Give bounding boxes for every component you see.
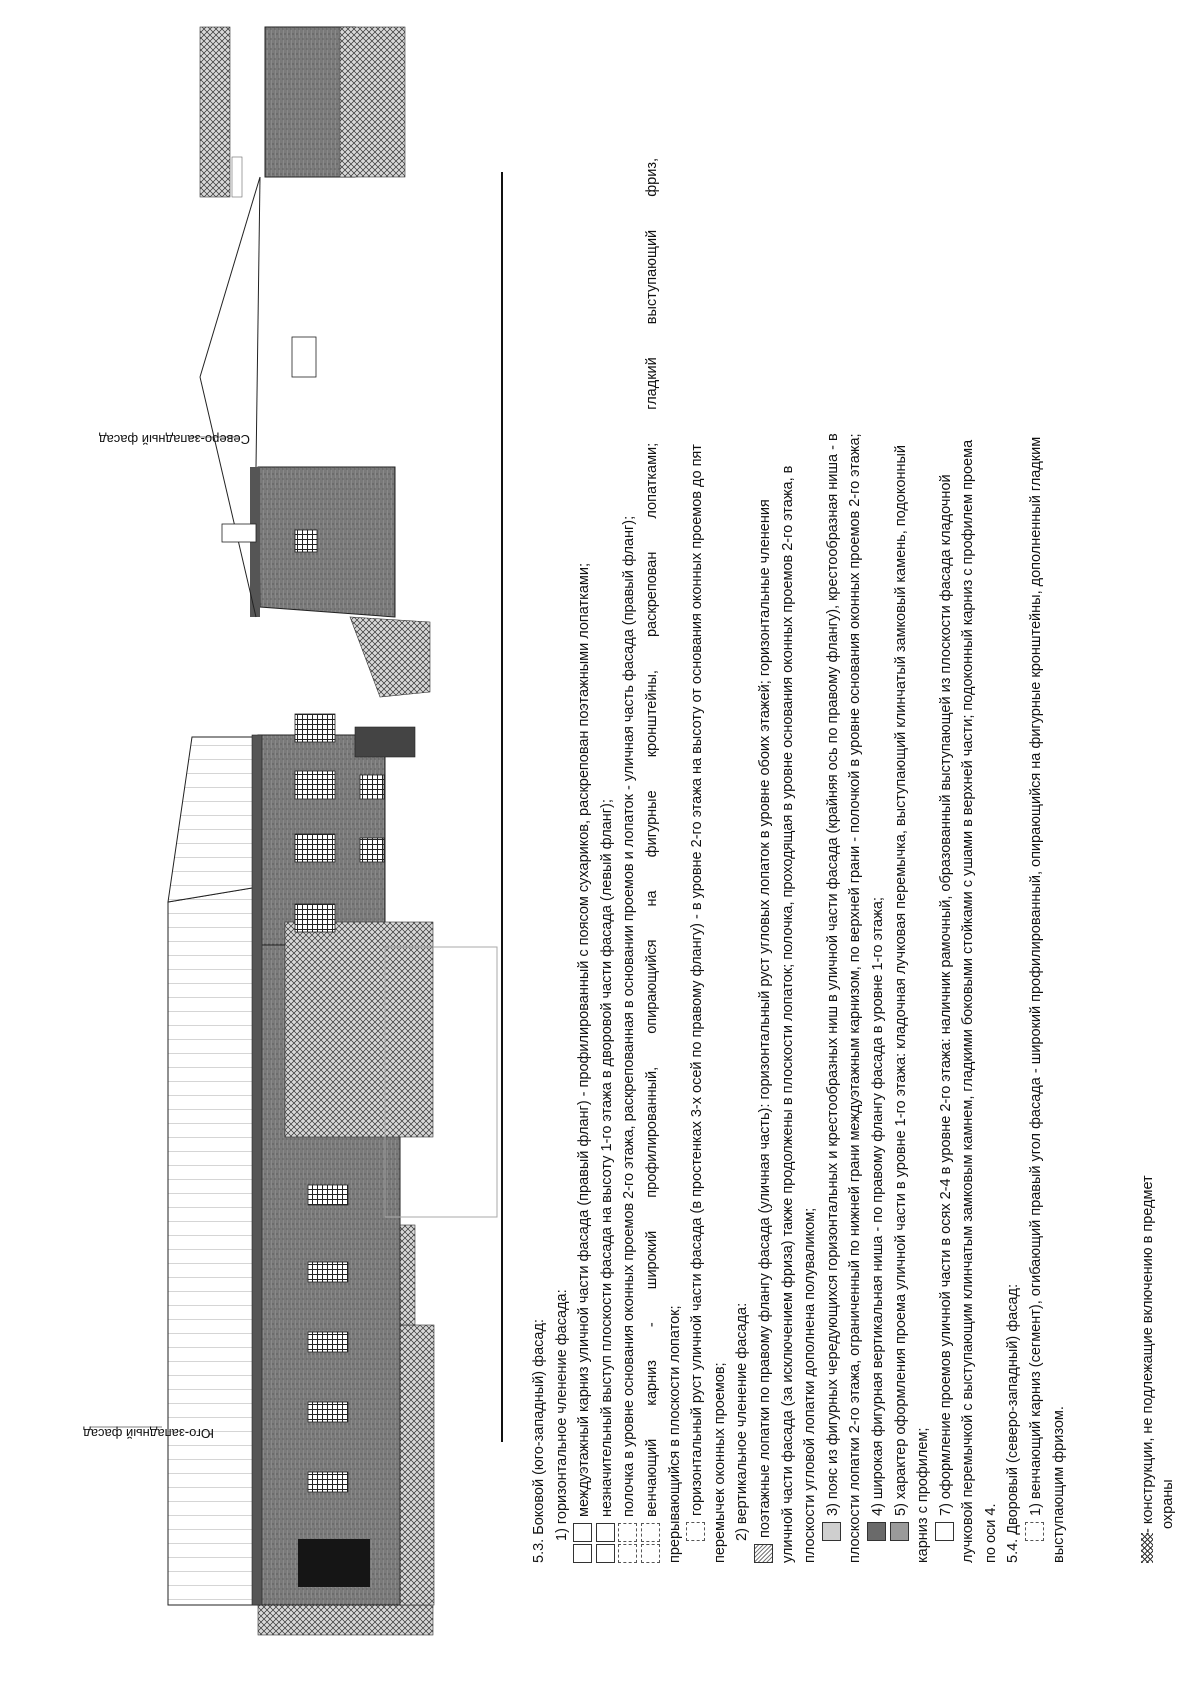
legend-swatch: [822, 1522, 841, 1541]
legend-swatch: [573, 1544, 592, 1563]
text-line: полочка в уровне основания оконных проемов 2-го этажа, раскрепованная в основании проемов и лопаток - уличная часть фасада (правый фланг);: [618, 158, 641, 1563]
crosshatch-legend-icon: [1141, 1533, 1153, 1563]
text-line: 7) оформление проемов уличной части в осях 2-4 в уровне 2-го этажа: наличник рамочный, образованный выступающей из плоскости фасада кладочной: [935, 158, 958, 1563]
legend-swatch: [596, 1544, 615, 1563]
text-line: 3) пояс из фигурных чередующихся горизонтальных и крестообразных ниш в уличной части фасада (крайняя ось по правому флангу), крестообразная ниша - в: [822, 158, 845, 1563]
southwest-facade-label: Юго-западный фасад: [83, 1426, 214, 1441]
legend-swatch: [867, 1522, 886, 1541]
legend-swatch: [641, 1544, 660, 1563]
legend-swatch: [1025, 1522, 1044, 1541]
text-line: уличной части фасада (за исключением фриза) также продолжены в плоскости лопаток; полочка, проходящая в уровне основания оконных проемов 2-го этажа, в: [779, 465, 796, 1563]
text-line: междуэтажный карниз уличной части фасада (правый фланг) - профилированный с поясом сухариков, раскрепован поэтажными лопатками;: [573, 158, 596, 1563]
northwest-facade-label: Северо-западный фасад: [98, 432, 250, 447]
text-line: плоскости лопатки 2-го этажа, ограниченный по нижней грани междуэтажным карнизом, по верхней грани - полочкой в уровне основания оконных проемов 2-го этажа;: [847, 433, 864, 1563]
text-line: 5) характер оформления проема уличной части в уровне 1-го этажа: кладочная лучковая перемычка, выступающий клинчатый замковый камень, подоконный: [890, 158, 913, 1563]
text-line: 1) венчающий карниз (сегмент), огибающий правый угол фасада - широкий профилированный, опирающийся на фигурные кронштейны, дополненный гладким: [1025, 158, 1048, 1563]
facade-drawings: [0, 0, 520, 1697]
text-line: перемычек оконных проемов;: [711, 1362, 728, 1563]
legend-swatch: [686, 1522, 705, 1541]
text-line: горизонтальный руст уличной части фасада (в простенках 3-х осей по правому флангу) - в уровне 2-го этажа на высоту от основания оконных проемов до пят: [686, 158, 709, 1563]
legend-line: охраны: [1160, 1479, 1176, 1529]
text-line: карниз с профилем;: [915, 1427, 932, 1563]
legend-swatch: [596, 1523, 615, 1542]
text-line: 2) вертикальное членение фасада:: [734, 1302, 751, 1541]
legend-swatch: [754, 1544, 773, 1563]
text-line: поэтажные лопатки по правому флангу фасада (уличная часть): горизонтальный руст угловых лопаток в уровне обоих этажей; горизонтальные членения: [754, 158, 777, 1563]
text-line: плоскости угловой лопатки дополнена полуваликом;: [802, 1207, 819, 1563]
southwest-facade-drawing: [90, 714, 497, 1635]
text-line: венчающий карниз - широкий профилированный, опирающийся на фигурные кронштейны, раскрепован лопатками; гладкий выступающий фриз,: [641, 158, 664, 1563]
description-text: [528, 158, 1070, 1563]
legend-swatch: [618, 1523, 637, 1542]
text-line: по оси 4.: [982, 1503, 999, 1563]
text-line: выступающим фризом.: [1050, 1406, 1067, 1563]
text-line: прерывающийся в плоскости лопаток;: [666, 1305, 683, 1563]
text-line: 5.3. Боковой (юго-западный) фасад:: [531, 1319, 547, 1563]
legend-swatch: [618, 1544, 637, 1563]
text-line: 4) широкая фигурная вертикальная ниша - по правому флангу фасада в уровне 1-го этажа;: [867, 158, 890, 1563]
legend-swatch: [641, 1523, 660, 1542]
text-line: лучковой перемычкой с выступающим клинчатым замковым камнем, гладкими боковыми стойками с ушами в верхней части; подоконный карниз с профилем проема: [960, 439, 977, 1563]
text-line: незначительный выступ плоскости фасада на высоту 1-го этажа в дворовой части фасада (левый фланг);: [596, 158, 619, 1563]
northwest-facade-drawing: [190, 27, 430, 697]
legend-line: - конструкции, не подлежащие включению в предмет: [1138, 863, 1158, 1563]
text-line: 5.4. Дворовый (северо-западный) фасад:: [1005, 1284, 1022, 1563]
legend-swatch: [935, 1522, 954, 1541]
legend-swatch: [890, 1522, 909, 1541]
text-line: 1) горизонтальное членение фасада:: [553, 1289, 570, 1541]
legend-swatch: [573, 1523, 592, 1542]
legend: [1138, 863, 1178, 1563]
